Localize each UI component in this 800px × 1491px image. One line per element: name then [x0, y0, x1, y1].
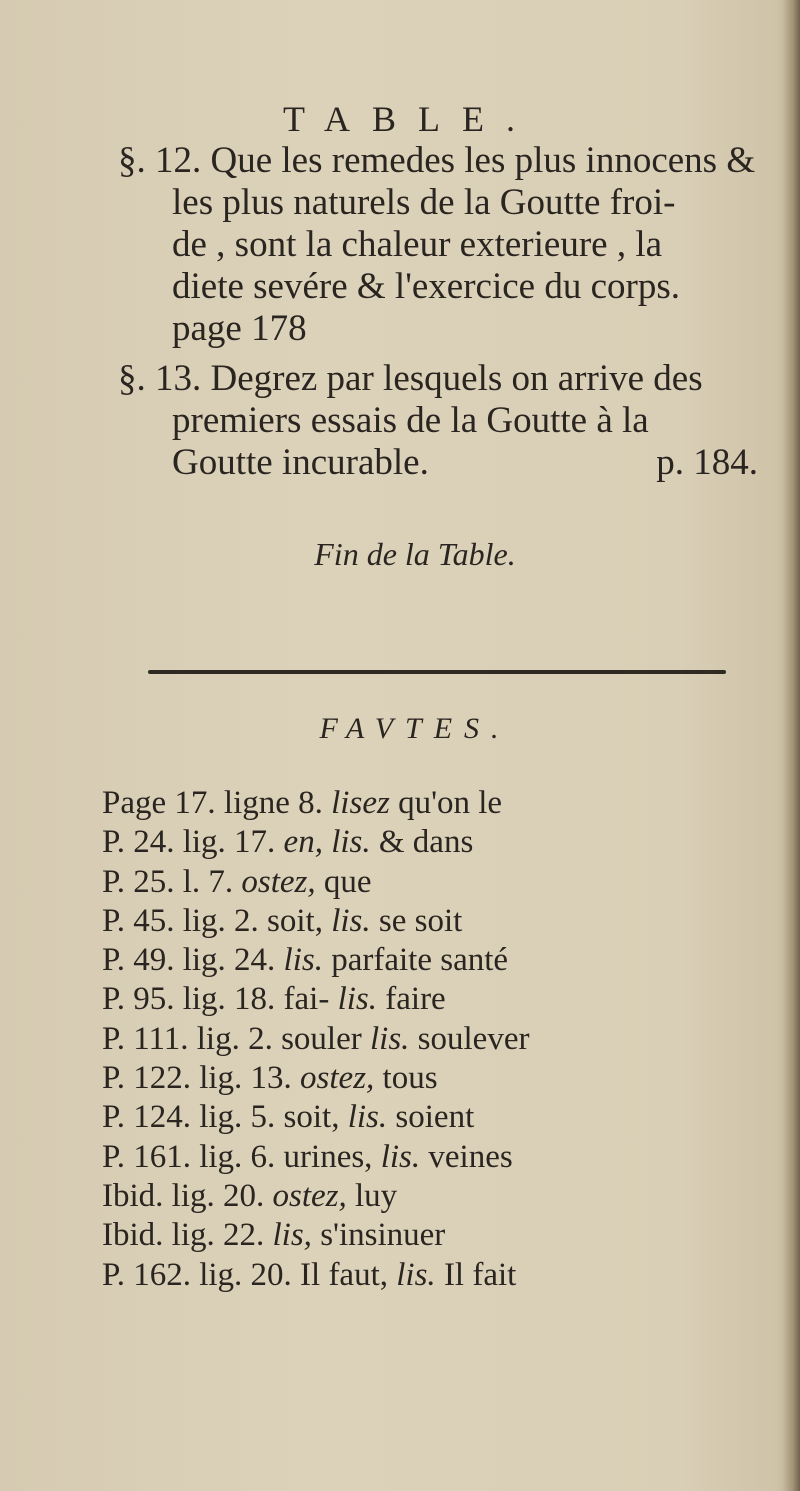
errata-mark: ostez, — [300, 1060, 375, 1097]
errata-row — [102, 902, 742, 941]
table-entry-12 — [118, 140, 768, 350]
errata-mark: lis. — [369, 1020, 410, 1057]
errata-row — [102, 941, 742, 980]
entry-line: les plus naturels de la Goutte froi- — [172, 182, 676, 223]
entry-line: §. 13. Degrez par lesquels on arrive des — [118, 358, 703, 399]
errata-location: P. 124. lig. 5. soit, — [102, 1099, 340, 1136]
errata-row — [102, 1098, 742, 1137]
errata-correction: qu'on le — [398, 785, 503, 821]
entry-line — [118, 442, 768, 484]
errata-mark: en, lis. — [283, 824, 371, 861]
errata-correction: soient — [395, 1099, 475, 1136]
errata-row — [102, 1138, 742, 1177]
errata-row — [102, 863, 742, 902]
errata-correction: Il fait — [443, 1256, 517, 1293]
errata-mark: lisez — [331, 785, 390, 821]
errata-row — [102, 1216, 742, 1255]
errata-location: Page 17. ligne 8. — [102, 785, 323, 821]
errata-mark: ostez, — [241, 863, 316, 900]
entry-line: premiers essais de la Goutte à la — [172, 400, 649, 441]
errata-correction: s'insinuer — [320, 1217, 446, 1254]
errata-correction: se soit — [378, 902, 463, 939]
errata-correction: tous — [382, 1060, 438, 1097]
errata-location: P. 49. lig. 24. — [102, 942, 276, 979]
errata-mark: lis. — [347, 1099, 388, 1136]
errata-correction: veines — [428, 1138, 513, 1175]
errata-title: FAVTES. — [319, 712, 511, 745]
errata-mark: lis, — [272, 1217, 312, 1254]
errata-list — [102, 784, 742, 1295]
errata-correction: faire — [385, 981, 446, 1018]
errata-correction: & dans — [378, 824, 474, 861]
errata-row — [102, 823, 742, 862]
errata-location: Ibid. lig. 20. — [102, 1177, 265, 1214]
errata-location: Ibid. lig. 22. — [102, 1217, 265, 1254]
end-of-table-label: Fin de la Table. — [314, 536, 516, 572]
errata-row — [102, 1020, 742, 1059]
errata-correction: soulever — [417, 1020, 530, 1057]
errata-mark: lis. — [337, 981, 378, 1018]
table-entry-13 — [118, 358, 768, 484]
entry-line: diete sevére & l'exercice du corps. — [172, 266, 680, 307]
errata-location: P. 162. lig. 20. Il faut, — [102, 1256, 388, 1293]
entry-line: page 178 — [172, 308, 307, 349]
errata-correction: luy — [355, 1177, 398, 1214]
errata-location: P. 111. lig. 2. souler — [102, 1020, 362, 1057]
entry-line: §. 12. Que les remedes les plus innocens & — [118, 140, 756, 181]
errata-correction: que — [323, 863, 372, 900]
errata-location: P. 24. lig. 17. — [102, 824, 276, 861]
errata-mark: lis. — [331, 902, 371, 939]
errata-mark: ostez, — [272, 1177, 347, 1214]
errata-row — [102, 1256, 742, 1295]
errata-location: P. 45. lig. 2. soit, — [102, 902, 323, 939]
errata-row — [102, 1177, 742, 1216]
errata-location: P. 25. l. 7. — [102, 863, 234, 900]
divider-rule — [148, 670, 726, 674]
errata-mark: lis. — [396, 1256, 436, 1293]
errata-location: P. 122. lig. 13. — [102, 1060, 292, 1097]
page-reference: p. 184. — [656, 442, 758, 483]
entry-line-text: Goutte incurable. — [172, 442, 429, 483]
errata-location: P. 95. lig. 18. fai- — [102, 981, 330, 1018]
page-title: TABLE. — [282, 99, 538, 139]
errata-correction: parfaite santé — [331, 942, 509, 979]
errata-mark: lis. — [283, 942, 323, 979]
errata-row — [102, 1059, 742, 1098]
errata-mark: lis. — [380, 1138, 421, 1175]
errata-row — [102, 980, 742, 1019]
errata-location: P. 161. lig. 6. urines, — [102, 1138, 373, 1175]
entry-line: de , sont la chaleur exterieure , la — [172, 224, 663, 265]
errata-row — [102, 784, 742, 823]
